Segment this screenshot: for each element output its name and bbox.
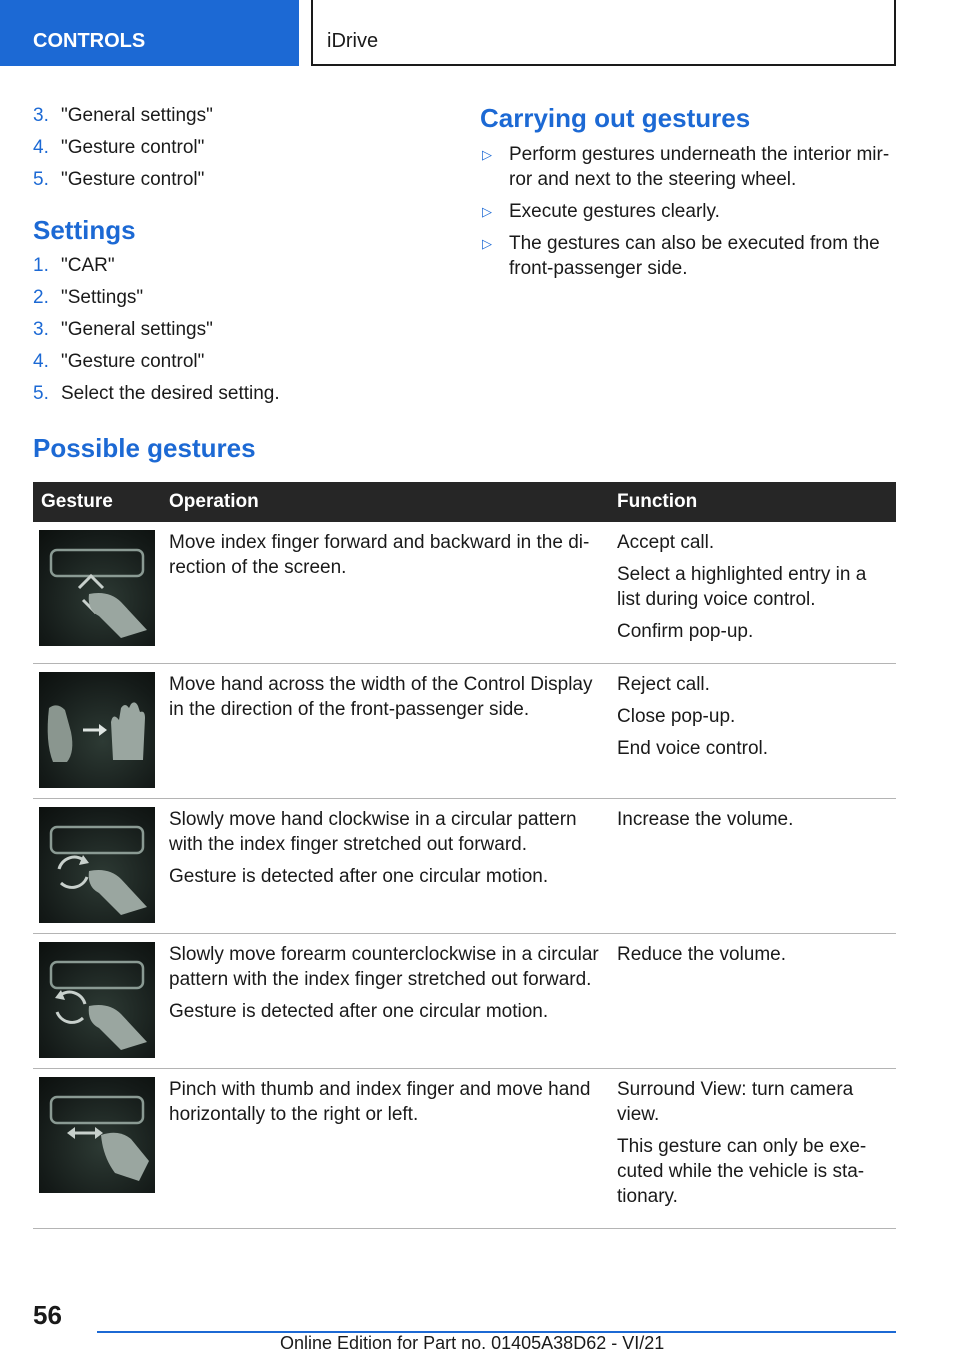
operation-text: Gesture is detected after one circular motion. xyxy=(169,866,549,887)
gesture-point-forward-icon xyxy=(39,530,155,646)
operation-cell xyxy=(161,522,609,664)
step-text: "Gesture control" xyxy=(61,351,205,372)
function-cell xyxy=(609,522,896,664)
gesture-cell xyxy=(33,934,161,1069)
function-cell xyxy=(609,664,896,799)
function-text: Increase the volume. xyxy=(617,809,794,830)
gesture-column-header: Gesture xyxy=(33,482,161,522)
operation-cell xyxy=(161,664,609,799)
triangle-bullet-icon: ▷ xyxy=(482,236,492,251)
page-number: 56 xyxy=(33,1300,62,1330)
function-text: Surround View: turn camera view. xyxy=(617,1079,854,1125)
carrying-out-list xyxy=(480,142,896,281)
list-item xyxy=(33,286,443,310)
operation-text: Pinch with thumb and index finger and move hand horizontally to the right or left. xyxy=(169,1079,591,1125)
edition-note: Online Edition for Part no. 01405A38D62 - VI/21 xyxy=(280,1333,665,1353)
function-text: This gesture can only be exe‐cuted while the vehicle is sta‐tionary. xyxy=(617,1136,867,1207)
step-number: 5. xyxy=(33,383,49,404)
step-number: 3. xyxy=(33,319,49,340)
function-text: Confirm pop-up. xyxy=(617,621,754,642)
list-item xyxy=(480,142,896,192)
gesture-cell xyxy=(33,1069,161,1229)
gesture-cell xyxy=(33,799,161,934)
table-row xyxy=(33,664,896,799)
operation-cell xyxy=(161,799,609,934)
step-text: "General settings" xyxy=(61,319,213,340)
step-text: "Gesture control" xyxy=(61,169,205,190)
gesture-rotate-counterclockwise-icon xyxy=(39,942,155,1058)
function-text: Reject call. xyxy=(617,674,710,695)
section-tab: CONTROLS xyxy=(0,0,299,66)
list-item xyxy=(480,231,896,281)
table-header-row xyxy=(33,482,896,522)
carrying-out-heading: Carrying out gestures xyxy=(480,103,751,133)
function-text: Close pop-up. xyxy=(617,706,736,727)
list-item xyxy=(33,350,443,374)
right-column xyxy=(480,102,896,288)
gesture-cell xyxy=(33,522,161,664)
table-row xyxy=(33,522,896,664)
function-text: End voice control. xyxy=(617,738,769,759)
list-item xyxy=(33,104,443,128)
operation-cell xyxy=(161,934,609,1069)
step-text: "CAR" xyxy=(61,255,115,276)
gesture-cell xyxy=(33,664,161,799)
function-text: Select a highlighted entry in a list during voice control. xyxy=(617,564,867,610)
step-number: 4. xyxy=(33,351,49,372)
list-item xyxy=(480,199,896,224)
operation-column-header: Operation xyxy=(161,482,609,522)
gesture-pinch-move-icon xyxy=(39,1077,155,1193)
step-text: Select the desired setting. xyxy=(61,383,280,404)
table-row xyxy=(33,934,896,1069)
gestures-table xyxy=(33,482,896,1229)
step-number: 2. xyxy=(33,287,49,308)
operation-cell xyxy=(161,1069,609,1229)
step-text: "Settings" xyxy=(61,287,144,308)
bullet-text: Execute gestures clearly. xyxy=(509,201,720,222)
table-row xyxy=(33,1069,896,1229)
step-number: 4. xyxy=(33,137,49,158)
function-text: Accept call. xyxy=(617,532,715,553)
bullet-text: The gestures can also be executed from the front-passenger side. xyxy=(509,233,880,279)
operation-text: Move index finger forward and backward in the di‐rection of the screen. xyxy=(169,532,590,578)
step-text: "Gesture control" xyxy=(61,137,205,158)
gesture-swipe-hand-icon xyxy=(39,672,155,788)
possible-gestures-heading: Possible gestures xyxy=(33,433,256,463)
operation-text: Gesture is detected after one circular motion. xyxy=(169,1001,549,1022)
gesture-rotate-clockwise-icon xyxy=(39,807,155,923)
chapter-title: iDrive xyxy=(311,0,896,66)
triangle-bullet-icon: ▷ xyxy=(482,147,492,162)
settings-steps-list xyxy=(33,254,443,406)
table-row xyxy=(33,799,896,934)
step-number: 3. xyxy=(33,105,49,126)
left-column xyxy=(33,104,443,414)
function-text: Reduce the volume. xyxy=(617,944,786,965)
bullet-text: Perform gestures underneath the interior mir‐ror and next to the steering wheel. xyxy=(509,144,890,190)
operation-text: Slowly move hand clockwise in a circular pattern with the index finger stretched out forward. xyxy=(169,809,577,855)
triangle-bullet-icon: ▷ xyxy=(482,204,492,219)
step-number: 1. xyxy=(33,255,49,276)
list-item xyxy=(33,382,443,406)
operation-text: Slowly move forearm counterclockwise in a circular pattern with the index finger stretched out forward. xyxy=(169,944,599,990)
function-column-header: Function xyxy=(609,482,896,522)
list-item xyxy=(33,136,443,160)
step-number: 5. xyxy=(33,169,49,190)
list-item xyxy=(33,318,443,342)
settings-heading: Settings xyxy=(33,215,136,245)
previous-steps-list xyxy=(33,104,443,192)
step-text: "General settings" xyxy=(61,105,213,126)
function-cell xyxy=(609,934,896,1069)
list-item xyxy=(33,168,443,192)
operation-text: Move hand across the width of the Control Display in the direction of the front-passenger side. xyxy=(169,674,593,720)
list-item xyxy=(33,254,443,278)
function-cell xyxy=(609,1069,896,1229)
function-cell xyxy=(609,799,896,934)
